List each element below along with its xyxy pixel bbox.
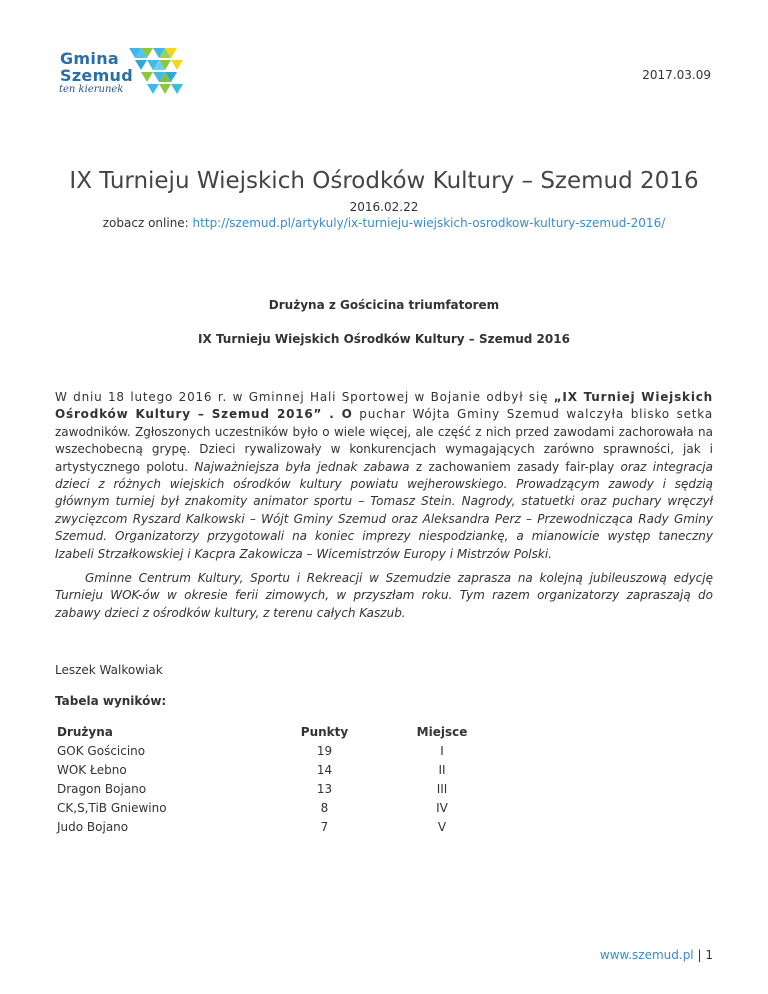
team-place: V bbox=[437, 819, 447, 834]
logo-tagline: ten kierunek bbox=[59, 84, 124, 95]
online-line bbox=[0, 216, 768, 230]
p1-fun: Najważniejsza była jednak zabawa bbox=[194, 459, 410, 474]
results-table-title: Tabela wyników: bbox=[55, 694, 167, 708]
online-link[interactable]: http://szemud.pl/artykuly/ix-turnieju-wiejskich-osrodkow-kultury-szemud-2016/ bbox=[192, 216, 666, 230]
page-number: 1 bbox=[705, 948, 713, 962]
p1-intro: W dniu 18 lutego 2016 r. w Gminnej Hali Sportowej w Bojanie odbył się bbox=[55, 390, 554, 404]
logo-line-2: Szemud bbox=[60, 66, 134, 85]
team-name: WOK Łebno bbox=[57, 762, 127, 777]
article-paragraph-2 bbox=[55, 570, 713, 622]
team-place: IV bbox=[436, 800, 448, 815]
article-date: 2016.02.22 bbox=[349, 200, 419, 214]
p1-body: zawodników. Zgłoszonych uczestników było o wiele więcej, ale część z nich przed zawodami zachorowała na wszechobecną grypę. Dzieci rywalizowały w konkurencjach wymagających zarówno sprawności, jak i artystycznego polotu. bbox=[55, 424, 713, 474]
footer-separator: | bbox=[697, 948, 702, 962]
results-header-row bbox=[55, 722, 482, 741]
header-points: Punkty bbox=[300, 724, 349, 739]
header-place: Miejsce bbox=[416, 724, 468, 739]
table-row bbox=[55, 798, 482, 817]
team-name: Judo Bojano bbox=[57, 819, 129, 834]
logo-triangles-icon bbox=[129, 48, 187, 98]
table-row bbox=[55, 817, 482, 836]
online-label: zobacz online: bbox=[102, 216, 189, 230]
team-name: Dragon Bojano bbox=[57, 781, 147, 796]
team-points: 19 bbox=[316, 743, 333, 758]
team-name: CK,S,TiB Gniewino bbox=[57, 800, 167, 815]
table-row bbox=[55, 760, 482, 779]
results-table bbox=[55, 722, 482, 836]
team-place: II bbox=[438, 762, 446, 777]
page-footer bbox=[600, 948, 713, 962]
footer-site-link[interactable]: www.szemud.pl bbox=[599, 948, 694, 962]
p1-cup: puchar Wójta Gminy Szemud walczyła blisko setka bbox=[352, 407, 713, 422]
table-row bbox=[55, 779, 482, 798]
team-points: 8 bbox=[320, 800, 329, 815]
p1-event-name: „IX Turniej Wiejskich Ośrodków Kultury – Szemud 2016” . O bbox=[55, 390, 713, 422]
article-heading-2: IX Turnieju Wiejskich Ośrodków Kultury – Szemud 2016 bbox=[198, 332, 570, 346]
logo-line-1: Gmina bbox=[60, 49, 119, 68]
document-date: 2017.03.09 bbox=[642, 68, 711, 82]
article-paragraph-1 bbox=[55, 389, 713, 563]
table-row bbox=[55, 741, 482, 760]
p1-rest: oraz integracja dzieci z różnych wiejskich ośrodków kultury powiatu wejherowskiego. Prowadzącym zawody i sędzią głównym turniej był znakomity animator sportu – Tomasz Stein. Nagrody, statuetki oraz puchary wręczył zwycięzcom Ryszard Kalkowski – Wójt Gminy Szemud oraz Aleksandra Perz – Przewodnicząca Rady Gminy Szemud. Organizatorzy przygotowali na koniec imprezy niespodziankę, a mianowicie występ taneczny Izabeli Strzałkowskiej i Kacpra Zakowicza – Wicemistrzów Europy i Mistrzów Polski. bbox=[55, 459, 713, 561]
article-heading-1: Drużyna z Gościcina triumfatorem bbox=[268, 298, 500, 312]
gmina-szemud-logo bbox=[55, 46, 190, 102]
team-place: III bbox=[436, 781, 448, 796]
team-points: 13 bbox=[316, 781, 333, 796]
team-points: 7 bbox=[320, 819, 329, 834]
team-points: 14 bbox=[316, 762, 333, 777]
article-title: IX Turnieju Wiejskich Ośrodków Kultury – Szemud 2016 bbox=[69, 168, 699, 194]
p1-fairplay: z zachowaniem zasady fair-play bbox=[409, 459, 621, 474]
p2-text: Gminne Centrum Kultury, Sportu i Rekreacji w Szemudzie zaprasza na kolejną jubileuszową edycję Turnieju WOK-ów w okresie ferii zimowych, w przyszłam roku. Tym razem organizatorzy zapraszają do zabawy dzieci z ośrodków kultury, z terenu całych Kaszub. bbox=[55, 571, 713, 620]
team-place: I bbox=[440, 743, 444, 758]
article-author: Leszek Walkowiak bbox=[55, 663, 163, 677]
team-name: GOK Gościcino bbox=[57, 743, 146, 758]
header-team: Drużyna bbox=[57, 724, 113, 739]
